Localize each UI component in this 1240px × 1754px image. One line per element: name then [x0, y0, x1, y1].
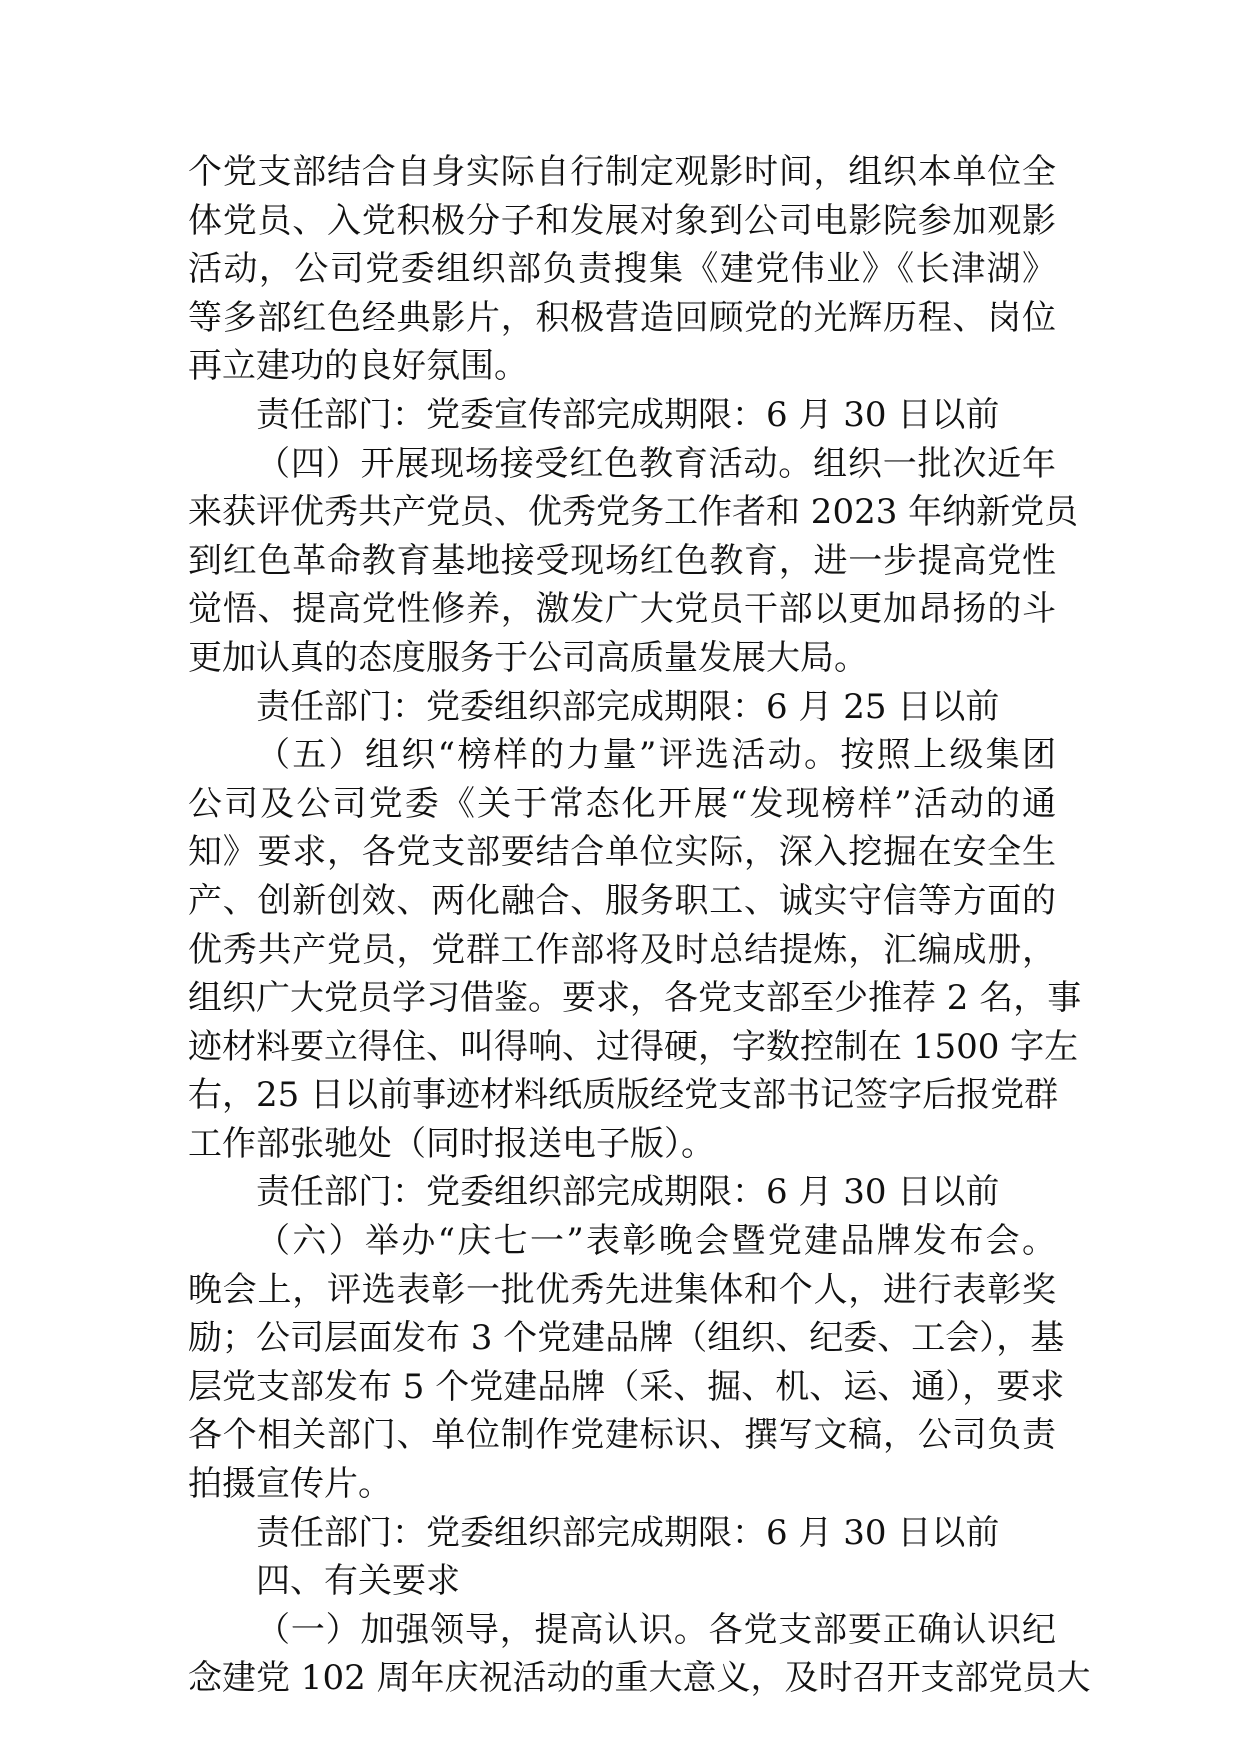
text-line: 等多部红色经典影片，积极营造回顾党的光辉历程、岗位: [188, 297, 1056, 338]
text-line: 励；公司层面发布 3 个党建品牌（组织、纪委、工会），基: [188, 1318, 1065, 1359]
text-line: 层党支部发布 5 个党建品牌（采、掘、机、运、通），要求: [188, 1366, 1065, 1407]
text-line: 念建党 102 周年庆祝活动的重大意义，及时召开支部党员大: [188, 1658, 1091, 1699]
text-line: 责任部门：党委宣传部完成期限：6 月 30 日以前: [256, 394, 1000, 435]
text-line: （四）开展现场接受红色教育活动。组织一批次近年: [256, 443, 1056, 484]
text-line: 右，25 日以前事迹材料纸质版经党支部书记签字后报党群: [188, 1075, 1059, 1116]
text-line: （六）举办“庆七一”表彰晚会暨党建品牌发布会。: [256, 1221, 1056, 1262]
text-line: 责任部门：党委组织部完成期限：6 月 30 日以前: [256, 1512, 1000, 1553]
text-line: 责任部门：党委组织部完成期限：6 月 30 日以前: [256, 1172, 1000, 1213]
text-line: 知》要求，各党支部要结合单位实际，深入挖掘在安全生: [188, 832, 1056, 873]
text-line: 个党支部结合自身实际自行制定观影时间，组织本单位全: [188, 152, 1056, 192]
text-line: 优秀共产党员，党群工作部将及时总结提炼，汇编成册，: [188, 929, 1056, 970]
text-line: 责任部门：党委组织部完成期限：6 月 25 日以前: [256, 686, 1000, 727]
document-body: [188, 148, 1091, 1703]
text-line: 体党员、入党积极分子和发展对象到公司电影院参加观影: [188, 200, 1056, 241]
text-line: 更加认真的态度服务于公司高质量发展大局。: [188, 637, 868, 678]
text-line: 产、创新创效、两化融合、服务职工、诚实守信等方面的: [188, 880, 1056, 921]
text-line: 再立建功的良好氛围。: [188, 346, 528, 387]
text-line: 工作部张驰处（同时报送电子版）。: [188, 1123, 715, 1164]
text-line: 迹材料要立得住、叫得响、过得硬，字数控制在 1500 字左: [188, 1026, 1079, 1067]
text-line: 各个相关部门、单位制作党建标识、撰写文稿，公司负责: [188, 1415, 1056, 1456]
text-line: 晚会上，评选表彰一批优秀先进集体和个人，进行表彰奖: [188, 1269, 1056, 1310]
text-line: 组织广大党员学习借鉴。要求，各党支部至少推荐 2 名，事: [188, 978, 1082, 1019]
text-line: （一）加强领导，提高认识。各党支部要正确认识纪: [256, 1609, 1056, 1650]
text-line: 觉悟、提高党性修养，激发广大党员干部以更加昂扬的斗: [188, 589, 1056, 630]
text-line: 拍摄宣传片。: [188, 1464, 392, 1505]
text-line: 来获评优秀共产党员、优秀党务工作者和 2023 年纳新党员: [188, 492, 1079, 533]
text-line: 活动，公司党委组织部负责搜集《建党伟业》《长津湖》: [188, 249, 1056, 290]
text-line: 到红色革命教育基地接受现场红色教育，进一步提高党性: [188, 540, 1056, 581]
text-line: 四、有关要求: [256, 1561, 460, 1602]
text-line: （五）组织“榜样的力量”评选活动。按照上级集团: [256, 735, 1056, 776]
text-line: 公司及公司党委《关于常态化开展“发现榜样”活动的通: [188, 783, 1056, 824]
